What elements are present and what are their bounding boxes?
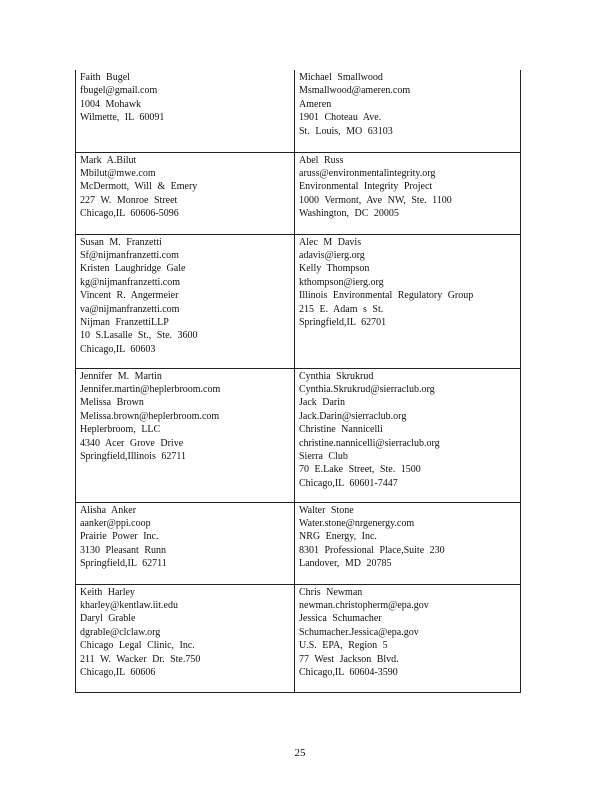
- contact-line: Washington, DC 20005: [299, 208, 399, 220]
- contact-line: Jennifer.martin@heplerbroom.com: [80, 383, 221, 395]
- contact-line: Jessica Schumacher: [299, 613, 382, 625]
- contact-line: Jack.Darin@sierraclub.org: [299, 410, 407, 422]
- contact-line: Springfield,IL 62701: [299, 316, 387, 328]
- contact-line: Chicago,IL 60606-5096: [80, 208, 179, 220]
- contact-line: Environmental Integrity Project: [299, 181, 433, 193]
- contact-line: Illinois Environmental Regulatory Group: [299, 290, 474, 302]
- table-row: [76, 502, 521, 584]
- contact-cell-left: [76, 368, 295, 502]
- contact-cell-right: [295, 152, 521, 234]
- contact-line: Alec M Davis: [299, 236, 362, 248]
- contact-line: 1901 Choteau Ave.: [299, 112, 382, 124]
- contact-line: Chris Newman: [299, 586, 363, 598]
- table-row: [76, 584, 521, 692]
- contact-line: Heplerbroom, LLC: [80, 424, 161, 436]
- contact-line: 4340 Acer Grove Drive: [80, 437, 184, 449]
- contact-line: Nijman FranzettiLLP: [80, 316, 169, 328]
- contact-line: Wilmette, IL 60091: [80, 112, 165, 124]
- contact-cell-left: [76, 234, 295, 368]
- contact-line: Susan M. Franzetti: [80, 236, 162, 248]
- contact-line: Jack Darin: [299, 397, 346, 409]
- contact-cell-left: [76, 502, 295, 584]
- contact-line: fbugel@gmail.com: [80, 85, 158, 97]
- contact-line: Vincent R. Angermeier: [80, 290, 179, 302]
- contact-cell-left: [76, 152, 295, 234]
- contact-line: Chicago,IL 60606: [80, 666, 156, 678]
- contact-line: Melissa.brown@heplerbroom.com: [80, 410, 220, 422]
- contact-line: Water.stone@nrgenergy.com: [299, 517, 415, 529]
- contact-line: Mbilut@mwe.com: [80, 167, 156, 179]
- contact-line: NRG Energy, Inc.: [299, 531, 377, 543]
- service-list-table: [75, 70, 521, 693]
- contact-line: U.S. EPA, Region 5: [299, 640, 388, 652]
- contact-line: Chicago,IL 60601-7447: [299, 477, 398, 489]
- contact-cell-left: [76, 70, 295, 152]
- contact-line: christine.nannicelli@sierraclub.org: [299, 437, 440, 449]
- contact-line: Abel Russ: [299, 154, 344, 166]
- contact-line: 77 West Jackson Blvd.: [299, 653, 399, 665]
- contact-line: aanker@ppi.coop: [80, 517, 151, 529]
- contact-line: 227 W. Monroe Street: [80, 194, 178, 206]
- contact-line: Chicago,IL 60604-3590: [299, 666, 398, 678]
- contact-line: McDermott, Will & Emery: [80, 181, 198, 193]
- contact-line: Kristen Laughridge Gale: [80, 263, 186, 275]
- contact-line: 211 W. Wacker Dr. Ste.750: [80, 653, 201, 665]
- contact-line: 70 E.Lake Street, Ste. 1500: [299, 464, 421, 476]
- contact-line: Melissa Brown: [80, 397, 144, 409]
- contact-line: kharley@kentlaw.iit.edu: [80, 599, 178, 611]
- contact-line: Mark A.Bilut: [80, 154, 137, 166]
- table-row: [76, 152, 521, 234]
- contact-line: St. Louis, MO 63103: [299, 125, 393, 137]
- contact-line: 3130 Pleasant Runn: [80, 544, 166, 556]
- contact-line: 1004 Mohawk: [80, 98, 142, 110]
- contact-line: newman.christopherm@epa.gov: [299, 599, 429, 611]
- contact-line: kg@nijmanfranzetti.com: [80, 276, 181, 288]
- table-row: [76, 70, 521, 152]
- contact-line: Msmallwood@ameren.com: [299, 85, 411, 97]
- contact-line: Kelly Thompson: [299, 263, 370, 275]
- contact-line: Schumacher.Jessica@epa.gov: [299, 626, 419, 638]
- contact-cell-right: [295, 584, 521, 692]
- contact-line: Faith Bugel: [80, 72, 130, 83]
- contact-line: va@nijmanfranzetti.com: [80, 303, 180, 315]
- contact-line: Springfield,IL 62711: [80, 558, 167, 570]
- contact-line: Landover, MD 20785: [299, 558, 392, 570]
- contact-line: 215 E. Adam s St.: [299, 303, 384, 315]
- table-row: [76, 368, 521, 502]
- contact-line: adavis@ierg.org: [299, 249, 365, 261]
- contact-cell-right: [295, 70, 521, 152]
- contact-line: Alisha Anker: [80, 504, 137, 516]
- contact-line: Cynthia Skrukrud: [299, 370, 374, 382]
- contact-cell-right: [295, 502, 521, 584]
- contact-line: Keith Harley: [80, 586, 135, 598]
- contact-line: Daryl Grable: [80, 613, 136, 625]
- page-number: 25: [294, 747, 306, 759]
- contact-line: Prairie Power Inc.: [80, 531, 159, 543]
- contact-line: Sf@nijmanfranzetti.com: [80, 249, 179, 261]
- contact-line: Chicago Legal Clinic, Inc.: [80, 640, 195, 652]
- contact-cell-right: [295, 234, 521, 368]
- contact-line: 8301 Professional Place,Suite 230: [299, 544, 445, 556]
- contact-line: 10 S.Lasalle St., Ste. 3600: [80, 330, 198, 342]
- contact-cell-right: [295, 368, 521, 502]
- contact-line: 1000 Vermont, Ave NW, Ste. 1100: [299, 194, 452, 206]
- contact-line: Jennifer M. Martin: [80, 370, 162, 382]
- contact-cell-left: [76, 584, 295, 692]
- contact-line: Sierra Club: [299, 450, 348, 462]
- table-row: [76, 234, 521, 368]
- contact-line: dgrable@clclaw.org: [80, 626, 161, 638]
- contact-line: Ameren: [299, 98, 332, 110]
- contact-line: Cynthia.Skrukrud@sierraclub.org: [299, 383, 435, 395]
- contact-line: Walter Stone: [299, 504, 354, 516]
- contact-line: kthompson@ierg.org: [299, 276, 384, 288]
- contact-line: Chicago,IL 60603: [80, 343, 156, 355]
- contact-line: Springfield,Illinois 62711: [80, 450, 186, 462]
- contact-line: Christine Nannicelli: [299, 424, 383, 436]
- contact-line: Michael Smallwood: [299, 72, 383, 83]
- contact-line: aruss@environmentalintegrity.org: [299, 167, 436, 179]
